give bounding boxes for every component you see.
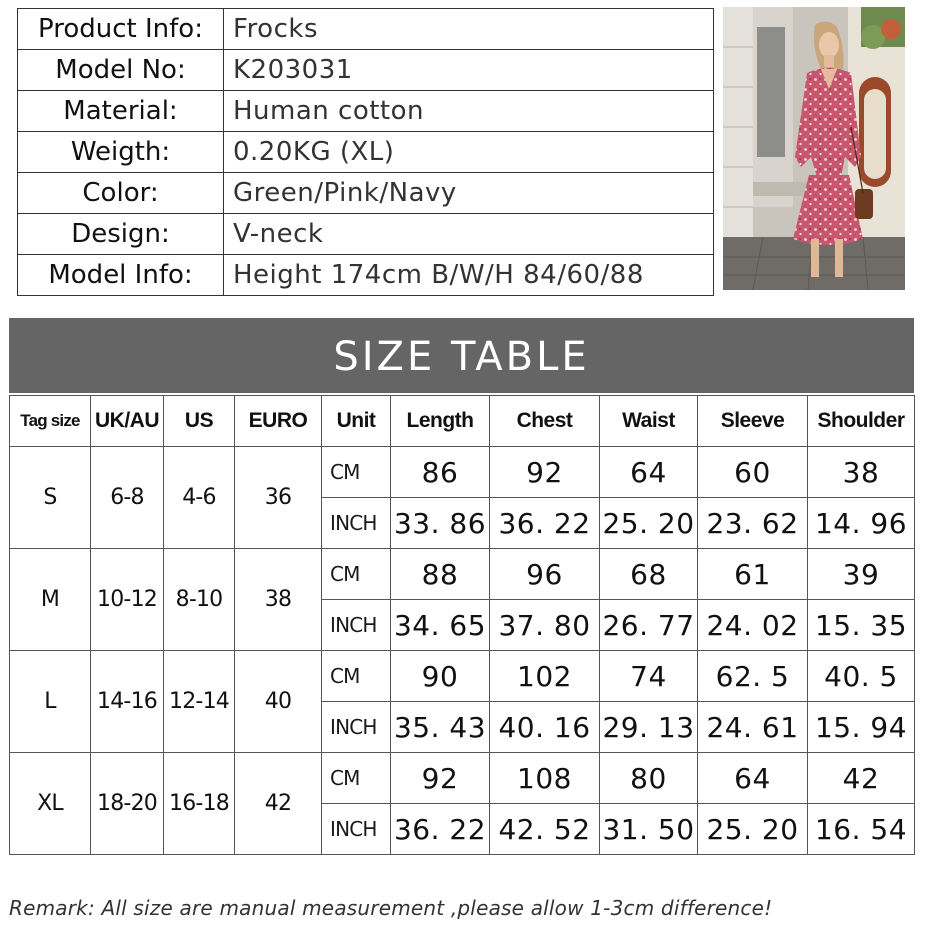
uk-au-cell: 6-8 [91,447,164,549]
header-us: US [164,396,235,447]
sleeve-cell: 64 [698,753,808,804]
sleeve-cell: 24. 02 [698,600,808,651]
product-info-table [17,8,714,296]
info-value: 0.20KG (XL) [224,132,714,173]
info-value: V-neck [224,214,714,255]
waist-cell: 80 [600,753,698,804]
length-cell: 34. 65 [391,600,490,651]
info-value: Human cotton [224,91,714,132]
unit-cell: INCH [322,498,391,549]
info-value: K203031 [224,50,714,91]
unit-cell: CM [322,447,391,498]
size-table-header-row [10,396,915,447]
unit-cell: INCH [322,804,391,855]
shoulder-cell: 15. 94 [808,702,915,753]
info-label: Model No: [18,50,224,91]
euro-cell: 36 [235,447,322,549]
waist-cell: 68 [600,549,698,600]
info-value: Frocks [224,9,714,50]
table-row [10,651,915,702]
info-label: Product Info: [18,9,224,50]
chest-cell: 37. 80 [490,600,600,651]
uk-au-cell: 10-12 [91,549,164,651]
chest-cell: 108 [490,753,600,804]
tag-size-cell: XL [10,753,91,855]
header-waist: Waist [600,396,698,447]
unit-cell: INCH [322,600,391,651]
shoulder-cell: 39 [808,549,915,600]
table-row [10,549,915,600]
us-cell: 16-18 [164,753,235,855]
uk-au-cell: 14-16 [91,651,164,753]
shoulder-cell: 42 [808,753,915,804]
info-label: Material: [18,91,224,132]
table-row [10,753,915,804]
info-row [18,91,714,132]
chest-cell: 102 [490,651,600,702]
waist-cell: 29. 13 [600,702,698,753]
length-cell: 86 [391,447,490,498]
info-value: Green/Pink/Navy [224,173,714,214]
waist-cell: 64 [600,447,698,498]
size-table [9,395,915,855]
shoulder-cell: 15. 35 [808,600,915,651]
unit-cell: INCH [322,702,391,753]
tag-size-cell: M [10,549,91,651]
header-unit: Unit [322,396,391,447]
length-cell: 92 [391,753,490,804]
shoulder-cell: 16. 54 [808,804,915,855]
euro-cell: 38 [235,549,322,651]
length-cell: 90 [391,651,490,702]
info-label: Model Info: [18,255,224,296]
euro-cell: 40 [235,651,322,753]
waist-cell: 25. 20 [600,498,698,549]
info-row [18,50,714,91]
info-value: Height 174cm B/W/H 84/60/88 [224,255,714,296]
header-chest: Chest [490,396,600,447]
unit-cell: CM [322,549,391,600]
unit-cell: CM [322,753,391,804]
header-uk-au: UK/AU [91,396,164,447]
chest-cell: 92 [490,447,600,498]
sleeve-cell: 25. 20 [698,804,808,855]
chest-cell: 40. 16 [490,702,600,753]
table-row [10,447,915,498]
info-row [18,214,714,255]
header-sleeve: Sleeve [698,396,808,447]
info-row [18,9,714,50]
waist-cell: 26. 77 [600,600,698,651]
header-shoulder: Shoulder [808,396,915,447]
unit-cell: CM [322,651,391,702]
chest-cell: 42. 52 [490,804,600,855]
length-cell: 33. 86 [391,498,490,549]
waist-cell: 74 [600,651,698,702]
info-row [18,255,714,296]
euro-cell: 42 [235,753,322,855]
tag-size-cell: L [10,651,91,753]
waist-cell: 31. 50 [600,804,698,855]
shoulder-cell: 14. 96 [808,498,915,549]
sleeve-cell: 60 [698,447,808,498]
info-label: Design: [18,214,224,255]
shoulder-cell: 40. 5 [808,651,915,702]
sleeve-cell: 61 [698,549,808,600]
us-cell: 4-6 [164,447,235,549]
info-label: Color: [18,173,224,214]
header-length: Length [391,396,490,447]
us-cell: 8-10 [164,549,235,651]
info-row [18,173,714,214]
uk-au-cell: 18-20 [91,753,164,855]
length-cell: 35. 43 [391,702,490,753]
length-cell: 88 [391,549,490,600]
info-row [18,132,714,173]
tag-size-cell: S [10,447,91,549]
chest-cell: 96 [490,549,600,600]
header-euro: EURO [235,396,322,447]
chest-cell: 36. 22 [490,498,600,549]
info-label: Weigth: [18,132,224,173]
sleeve-cell: 62. 5 [698,651,808,702]
length-cell: 36. 22 [391,804,490,855]
header-tag-size: Tag size [10,396,91,447]
shoulder-cell: 38 [808,447,915,498]
remark-note: Remark: All size are manual measurement ,please allow 1-3cm difference! [9,896,773,920]
size-table-title: SIZE TABLE [9,318,914,393]
model-photo [723,7,905,290]
us-cell: 12-14 [164,651,235,753]
sleeve-cell: 23. 62 [698,498,808,549]
sleeve-cell: 24. 61 [698,702,808,753]
